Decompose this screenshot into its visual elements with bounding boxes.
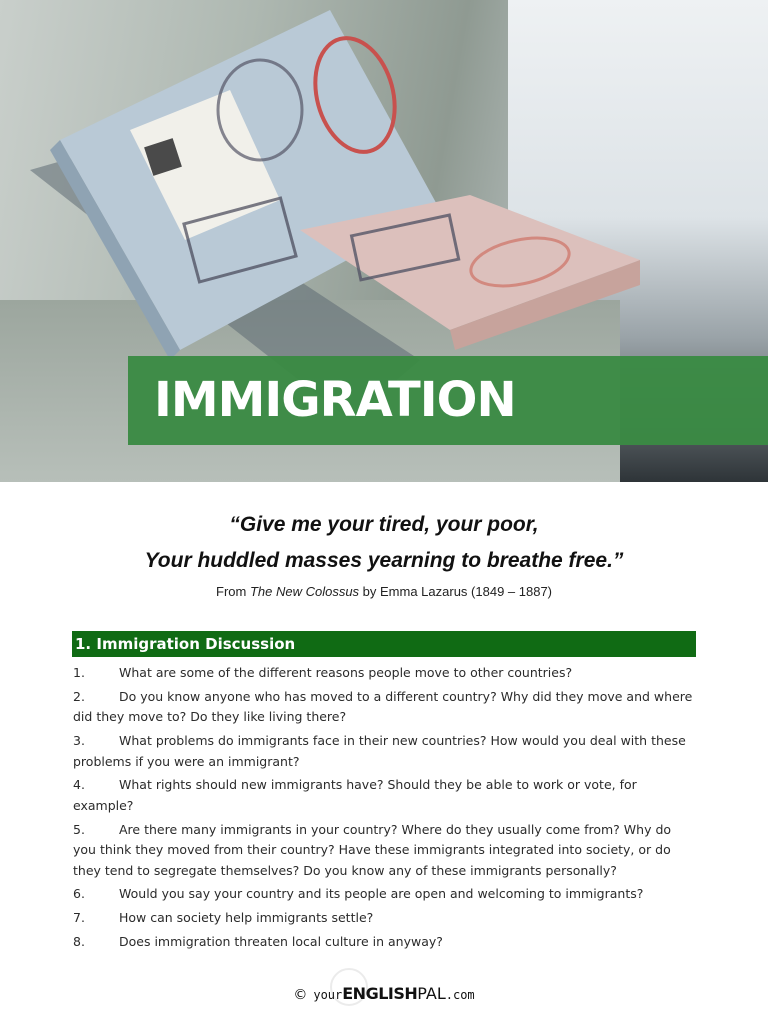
brand-dotcom: .com — [445, 988, 475, 1002]
hero-image — [0, 0, 768, 482]
source-work: The New Colossus — [249, 584, 360, 599]
question-text: What are some of the different reasons people move to other countries? — [119, 665, 573, 680]
question-item — [73, 731, 697, 772]
question-item — [73, 820, 697, 882]
question-item — [73, 908, 697, 929]
section-title: 1. Immigration Discussion — [75, 635, 296, 653]
question-number: 7. — [73, 910, 85, 926]
source-suffix: by Emma Lazarus (1849 – 1887) — [359, 584, 552, 599]
brand-your: your — [313, 988, 343, 1002]
section-header — [72, 631, 696, 657]
question-item — [73, 775, 697, 816]
question-text: Does immigration threaten local culture in anyway? — [119, 934, 443, 950]
brand-pal: PAL — [417, 984, 446, 1003]
question-item — [73, 687, 697, 728]
question-number: 4. — [73, 777, 85, 793]
question-item — [73, 663, 697, 684]
question-item — [73, 884, 697, 905]
question-number: 3. — [73, 733, 85, 749]
quote-line-2: Your huddled masses yearning to breathe free.” — [144, 549, 624, 572]
question-text: Would you say your country and its people are open and welcoming to immigrants? — [119, 886, 644, 902]
question-text: Are there many immigrants in your country? Where do they usually come from? Why do you think they moved from their country? Have these immigrants integrated into society, or do they tend to segregate themselves? Do you know any of these immigrants personally? — [73, 821, 672, 878]
question-text: Do you know anyone who has moved to a different country? Why did they move and where did they move to? Do they like living there? — [73, 688, 693, 725]
question-number: 1. — [73, 665, 85, 680]
question-number: 8. — [73, 934, 85, 950]
brand-english: ENGLISH — [342, 984, 418, 1003]
copyright-symbol: © — [293, 987, 308, 1003]
question-number: 2. — [73, 688, 85, 704]
question-text: What problems do immigrants face in their new countries? How would you deal with these problems if you were an immigrant? — [73, 733, 686, 769]
question-number: 5. — [73, 821, 85, 837]
question-number: 6. — [73, 886, 85, 902]
source-prefix: From — [216, 584, 250, 599]
question-item — [73, 932, 697, 953]
question-text: What rights should new immigrants have? Should they be able to work or vote, for example? — [73, 777, 637, 813]
footer-brand — [0, 984, 768, 1003]
question-text: How can society help immigrants settle? — [119, 910, 374, 926]
quote-source — [0, 584, 768, 599]
quote-line-1: “Give me your tired, your poor, — [229, 513, 539, 536]
question-list — [73, 663, 697, 956]
logo-watermark-icon — [330, 968, 368, 1006]
page-title: IMMIGRATION — [154, 372, 516, 428]
